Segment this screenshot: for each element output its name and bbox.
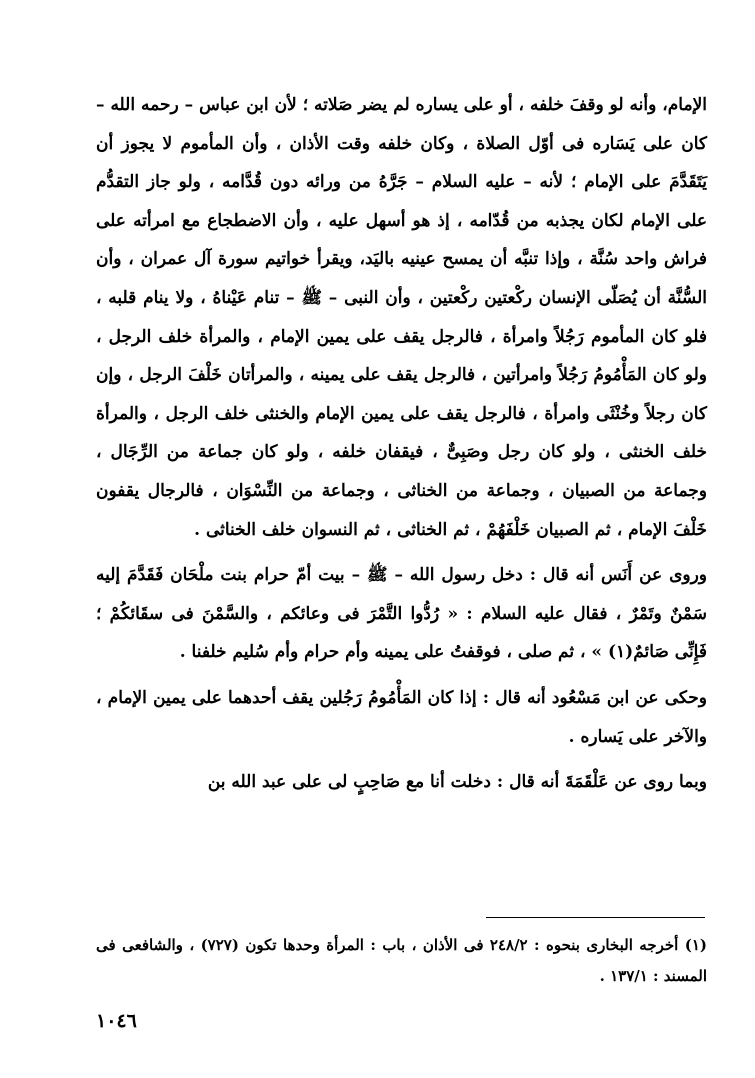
footnote-separator	[486, 917, 705, 918]
footnote	[96, 930, 707, 992]
paragraph-gap	[96, 549, 707, 556]
paragraph-4: وبما روى عن عَلْقَمَةَ أنه قال : دخلت أنا مع صَاحِبٍ لى على عبد الله بن	[207, 772, 707, 793]
paragraph-1: الإمام، وأنه لو وقفَ خلفه ، أو على يساره لم يضر صَلاته ؛ لأن ابن عباس – رحمه الله – كان على يَسَاره فى أوّل الصلاة ، وكان خلفه وقت الأذان ، وأن المأموم لا يجوز أن يَتَقَدَّمَ على الإمام ؛ لأنه – عليه السلام – جَرَّهُ من ورائه دون قُدَّامه ، ولو جاز التقدُّم على الإمام لكان يجذبه من قُدّامه ، إذ هو أسهل عليه ، وأن الاضطجاع مع امرأته على فراش واحد سُنَّة ، وإذا تنبَّه أن يمسح عينيه باليَد، ويقرأ خواتيم سورة آل عمران ، وأن السُّنَّة أن يُصَلّى الإنسان ركْعتين ركْعتين ، وأن النبى – ﷺ – تنام عَيْناهُ ، ولا ينام قلبه ، فلو كان المأموم رَجُلاً وامرأة ، فالرجل يقف على يمين الإمام ، والمرأة خلف الرجل ، ولو كان المَأْمُومُ رَجُلاً وامرأتين ، فالرجل يقف على يمينه ، والمرأتان خَلْفَ الرجل ، وإن كان رجلاً وخُنْثَى وامرأة ، فالرجل يقف على يمين الإمام والخنثى خلف الرجل ، والمرأة خلف الخنثى ، ولو كان رجل وصَبِىٌّ ، فيقفان خلفه ، ولو كان جماعة من الرِّجَال ، وجماعة من الصبيان ، وجماعة من الخناثى ، وجماعة من النِّسْوَان ، فالرجال يقفون خَلْفَ الإمام ، ثم الصبيان خَلْفَهُمْ ، ثم الخناثى ، ثم النسوان خلف الخناثى .	[96, 95, 707, 540]
paragraph-2: وروى عن أَنَس أنه قال : دخل رسول الله – ﷺ – بيت أمّ حرام بنت ملْحَان فَقَدَّمَ إليه سَمْنٌ وتَمْرٌ ، فقال عليه السلام : « رُدُّوا التَّمْرَ فى وعائكم ، والسَّمْنَ فى سقَائكُمْ ؛ فَإِنِّى صَائمٌ(١) » ، ثم صلى ، فوقفتُ على يمينه وأم حرام وأم سُليم خلفنا .	[96, 565, 707, 663]
main-text	[96, 86, 707, 802]
paragraph-3: وحكى عن ابن مَسْعُود أنه قال : إذا كان المَأْمُومُ رَجُلين يقف أحدهما على يمين الإمام ، والآخر على يَساره .	[96, 687, 707, 747]
footnote-text: (١) أخرجه البخارى بنحوه : ٢٤٨/٢ فى الأذان ، باب : المرأة وحدها تكون (٧٢٧) ، والشافعى فى المسند : ١٣٧/١ .	[96, 936, 707, 985]
page-number: ١٠٤٦	[96, 1010, 137, 1032]
paragraph-gap	[96, 672, 707, 679]
paragraph-gap	[96, 756, 707, 763]
